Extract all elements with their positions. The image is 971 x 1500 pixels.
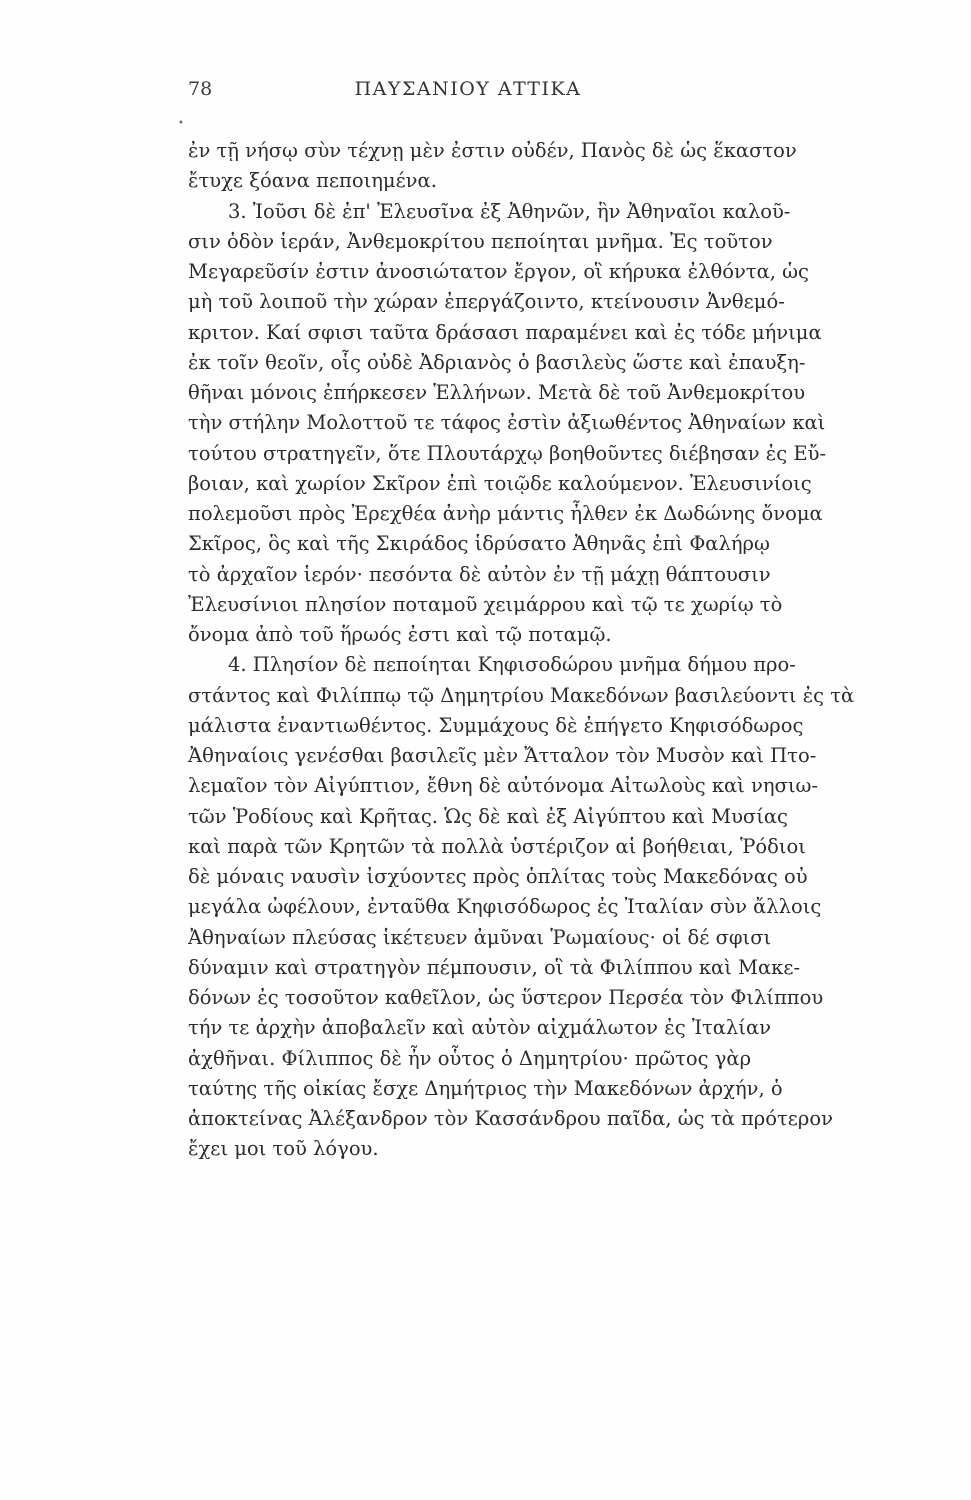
text-line: Σκῖρος, ὃς καὶ τῆς Σκιράδος ἱδρύσατο Ἀθηνᾶς ἐπὶ Φαλήρῳ bbox=[188, 532, 770, 556]
text-line: πολεμοῦσι πρὸς Ἐρεχθέα ἀνὴρ μάντις ἦλθεν ἐκ Δωδώνης ὄνομα bbox=[188, 502, 823, 525]
text-line: 4. Πλησίον δὲ πεποίηται Κηφισοδώρου μνῆμα δήμου προ- bbox=[228, 653, 796, 677]
body-text bbox=[188, 136, 855, 1165]
text-line: ἐν τῇ νήσῳ σὺν τέχνῃ μὲν ἐστιν οὐδέν, Πανὸς δὲ ὡς ἕκαστον bbox=[188, 139, 797, 162]
text-line: Ἀθηναίοις γενέσθαι βασιλεῖς μὲν Ἄτταλον τὸν Μυσὸν καὶ Πτο- bbox=[188, 744, 817, 767]
text-line: καὶ παρὰ τῶν Κρητῶν τὰ πολλὰ ὑστέριζον αἱ βοήθειαι, Ῥόδιοι bbox=[188, 834, 806, 858]
page-header bbox=[188, 78, 748, 108]
text-line: τῶν Ῥοδίους καὶ Κρῆτας. Ὡς δὲ καὶ ἐξ Αἰγύπτου καὶ Μυσίας bbox=[188, 804, 788, 828]
text-line: λεμαῖον τὸν Αἰγύπτιον, ἔθνη δὲ αὐτόνομα Αἰτωλοὺς καὶ νησιω- bbox=[188, 774, 818, 798]
text-line: ἀχθῆναι. Φίλιππος δὲ ἦν οὗτος ὁ Δημητρίου· πρῶτος γὰρ bbox=[188, 1046, 752, 1070]
text-line: δύναμιν καὶ στρατηγὸν πέμπουσιν, οἳ τὰ Φιλίππου καὶ Μακε- bbox=[188, 955, 801, 979]
text-line: ἀποκτείνας Ἀλέξανδρον τὸν Κασσάνδρου παῖδα, ὡς τὰ πρότερον bbox=[188, 1107, 833, 1130]
text-line: ὄνομα ἀπὸ τοῦ ἥρωός ἐστι καὶ τῷ ποταμῷ. bbox=[188, 623, 612, 646]
text-line: ἔχει μοι τοῦ λόγου. bbox=[188, 1137, 379, 1161]
text-line: μὴ τοῦ λοιποῦ τὴν χώραν ἐπεργάζοιντο, κτείνουσιν Ἀνθεμό- bbox=[188, 290, 785, 314]
text-line: ἔτυχε ξόανα πεποιημένα. bbox=[188, 169, 437, 193]
text-line: ἐκ τοῖν θεοῖν, οἷς οὐδὲ Ἀδριανὸς ὁ βασιλεὺς ὥστε καὶ ἐπαυξη- bbox=[188, 350, 806, 374]
text-line: μεγάλα ὠφέλουν, ἐνταῦθα Κηφισόδωρος ἐς Ἰταλίαν σὺν ἄλλοις bbox=[188, 895, 822, 919]
text-line: τὴν στήλην Μολοττοῦ τε τάφος ἐστὶν ἀξιωθέντος Ἀθηναίων καὶ bbox=[188, 411, 826, 435]
text-line: στάντος καὶ Φιλίππῳ τῷ Δημητρίου Μακεδόνων βασιλεύοντι ἐς τὰ bbox=[188, 683, 855, 707]
text-line: κριτον. Καί σφισι ταῦτα δράσασι παραμένει καὶ ἐς τόδε μήνιμα bbox=[188, 320, 822, 344]
text-line: θῆναι μόνοις ἐπήρκεσεν Ἑλλήνων. Μετὰ δὲ τοῦ Ἀνθεμοκρίτου bbox=[188, 381, 806, 404]
text-line: βοιαν, καὶ χωρίον Σκῖρον ἐπὶ τοιῷδε καλούμενον. Ἐλευσινίοις bbox=[188, 471, 812, 495]
running-head: ΠΑΥΣΑΝΙΟΥ ΑΤΤΙΚΑ bbox=[354, 78, 582, 100]
text-line: δόνων ἐς τοσοῦτον καθεῖλον, ὡς ὕστερον Περσέα τὸν Φιλίππου bbox=[188, 986, 824, 1009]
text-line: τήν τε ἀρχὴν ἀποβαλεῖν καὶ αὐτὸν αἰχμάλωτον ἐς Ἰταλίαν bbox=[188, 1016, 771, 1040]
text-line: ταύτης τῆς οἰκίας ἔσχε Δημήτριος τὴν Μακεδόνων ἀρχήν, ὁ bbox=[188, 1076, 783, 1100]
margin-mark: • bbox=[178, 118, 184, 129]
text-line: Ἐλευσίνιοι πλησίον ποταμοῦ χειμάρρου καὶ τῷ τε χωρίῳ τὸ bbox=[188, 592, 783, 616]
text-line: σιν ὁδὸν ἱεράν, Ἀνθεμοκρίτου πεποίηται μνῆμα. Ἐς τοῦτον bbox=[188, 229, 773, 253]
text-line: Μεγαρεῦσίν ἐστιν ἀνοσιώτατον ἔργον, οἳ κήρυκα ἐλθόντα, ὡς bbox=[188, 260, 809, 283]
text-line: Ἀθηναίων πλεύσας ἱκέτευεν ἀμῦναι Ῥωμαίους· οἱ δέ σφισι bbox=[188, 925, 772, 949]
text-line: 3. Ἰοῦσι δὲ ἐπ' Ἐλευσῖνα ἐξ Ἀθηνῶν, ἣν Ἀθηναῖοι καλοῦ- bbox=[228, 199, 791, 223]
page-number: 78 bbox=[188, 78, 213, 100]
text-line: τούτου στρατηγεῖν, ὅτε Πλουτάρχῳ βοηθοῦντες διέβησαν ἐς Εὔ- bbox=[188, 441, 827, 465]
text-line: μάλιστα ἐναντιωθέντος. Συμμάχους δὲ ἐπήγετο Κηφισόδωρος bbox=[188, 713, 804, 737]
text-line: δὲ μόναις ναυσὶν ἰσχύοντες πρὸς ὁπλίτας τοὺς Μακεδόνας οὐ bbox=[188, 865, 808, 888]
text-line: τὸ ἀρχαῖον ἱερόν· πεσόντα δὲ αὐτὸν ἐν τῇ μάχῃ θάπτουσιν bbox=[188, 562, 771, 586]
